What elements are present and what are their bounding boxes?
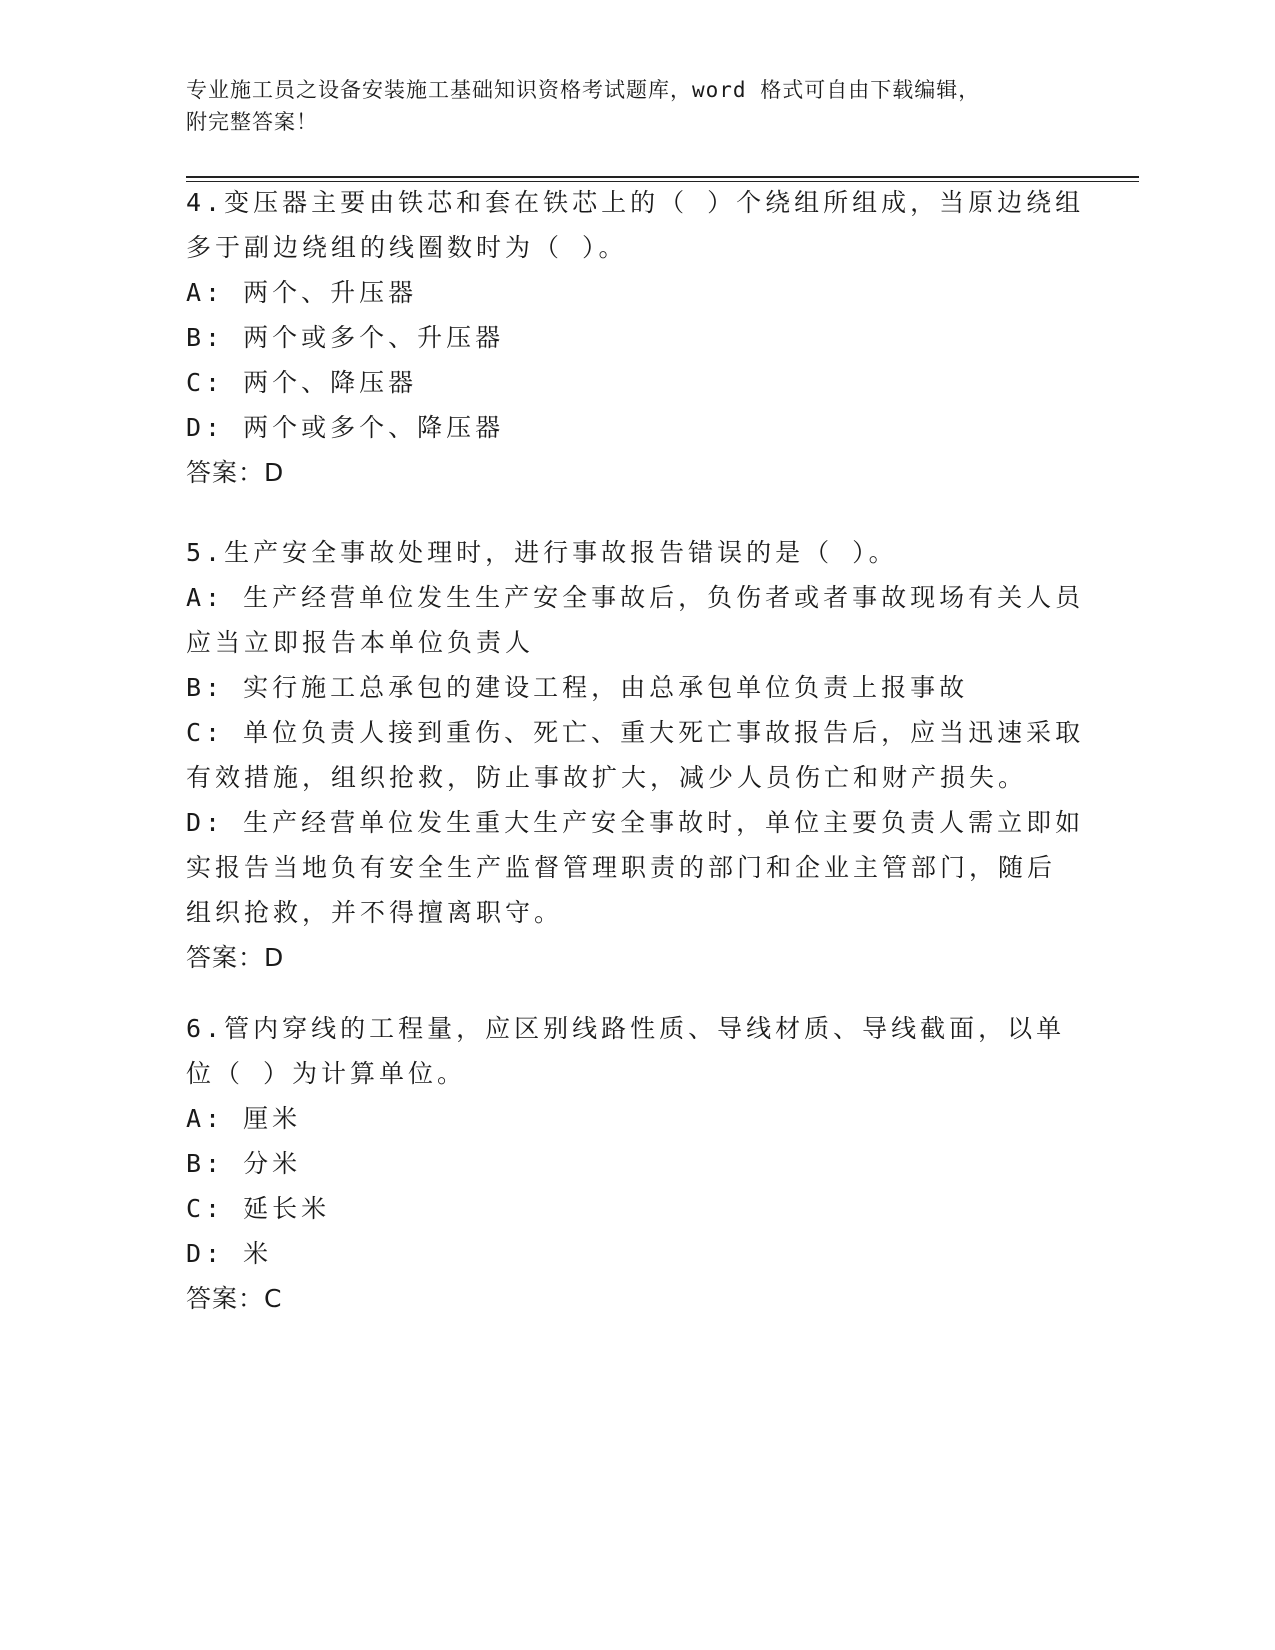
- question-5: [186, 530, 1085, 980]
- option-c: C: 单位负责人接到重伤、死亡、重大死亡事故报告后，应当迅速采取: [186, 718, 1085, 747]
- option-b: B: 实行施工总承包的建设工程，由总承包单位负责上报事故: [186, 673, 969, 702]
- question-stem-line: 5.生产安全事故处理时，进行事故报告错误的是（ ）。: [186, 538, 898, 567]
- question-stem-line: 位（ ）为计算单位。: [186, 1059, 467, 1088]
- option-a: A: 生产经营单位发生生产安全事故后，负伤者或者事故现场有关人员: [186, 583, 1085, 612]
- option-c: C: 延长米: [186, 1194, 331, 1223]
- question-6: [186, 1006, 1066, 1321]
- option-a: A: 厘米: [186, 1104, 302, 1133]
- header-divider: [186, 176, 1139, 178]
- question-4: [186, 180, 1085, 495]
- question-stem-line: 6.管内穿线的工程量，应区别线路性质、导线材质、导线截面，以单: [186, 1014, 1066, 1043]
- header-line: 附完整答案！: [186, 110, 318, 134]
- question-stem-line: 4.变压器主要由铁芯和套在铁芯上的（ ）个绕组所组成，当原边绕组: [186, 188, 1085, 217]
- option-d: D: 米: [186, 1239, 273, 1268]
- option-c-continued: 有效措施，组织抢救，防止事故扩大，减少人员伤亡和财产损失。: [186, 763, 1028, 792]
- option-d: D: 两个或多个、降压器: [186, 413, 505, 442]
- option-b: B: 分米: [186, 1149, 302, 1178]
- option-d-continued: 实报告当地负有安全生产监督管理职责的部门和企业主管部门，随后: [186, 853, 1057, 882]
- option-a: A: 两个、升压器: [186, 278, 418, 307]
- document-header: [186, 74, 1066, 138]
- answer-label: 答案：D: [186, 458, 285, 487]
- answer-label: 答案：C: [186, 1284, 283, 1313]
- option-a-continued: 应当立即报告本单位负责人: [186, 628, 535, 657]
- question-stem-line: 多于副边绕组的线圈数时为（ ）。: [186, 233, 628, 262]
- option-d-continued: 组织抢救，并不得擅离职守。: [186, 898, 564, 927]
- option-d: D: 生产经营单位发生重大生产安全事故时，单位主要负责人需立即如: [186, 808, 1085, 837]
- header-line: 专业施工员之设备安装施工基础知识资格考试题库，word 格式可自由下载编辑，: [186, 78, 981, 102]
- option-b: B: 两个或多个、升压器: [186, 323, 505, 352]
- answer-label: 答案：D: [186, 943, 285, 972]
- option-c: C: 两个、降压器: [186, 368, 418, 397]
